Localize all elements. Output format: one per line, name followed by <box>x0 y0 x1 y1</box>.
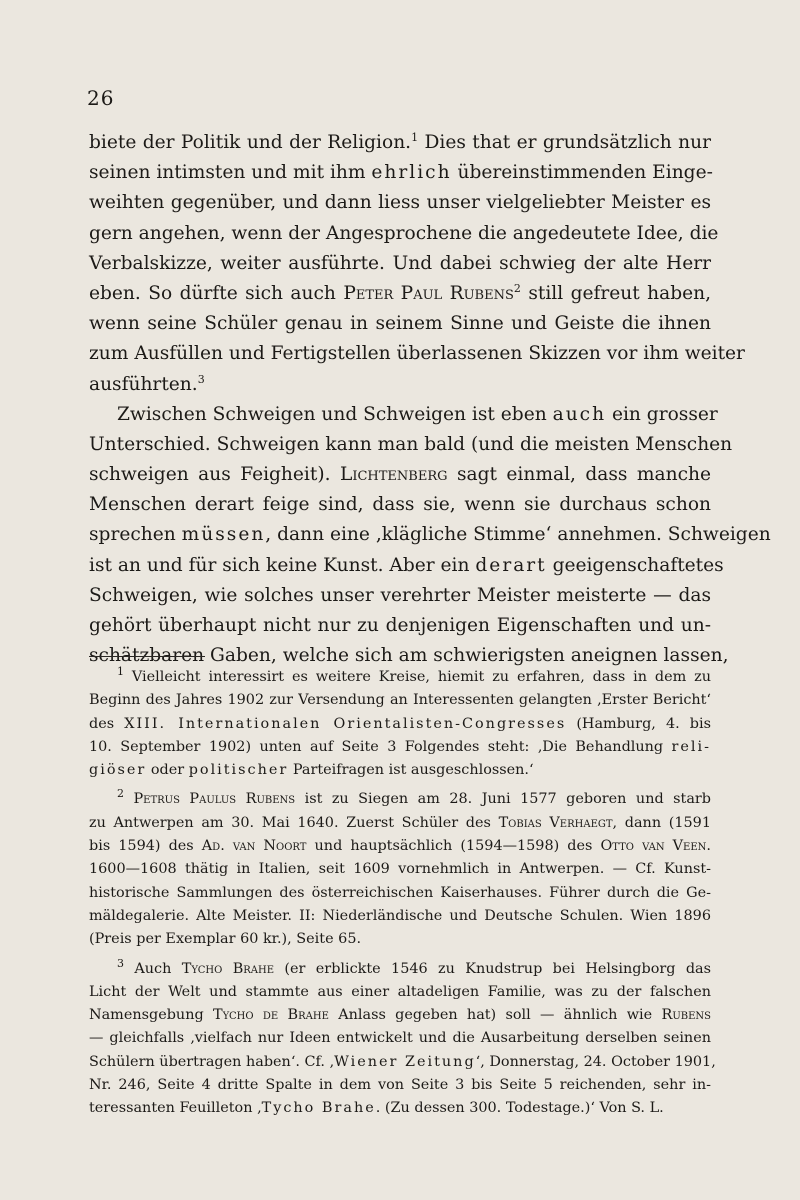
text-line: — gleichfalls ‚vielfach nur Ideen entwickelt und die Ausarbeitung derselben seinen <box>89 1030 711 1047</box>
text-line: Verbalskizze, weiter ausführte. Und dabei schwieg der alte Herr <box>89 252 711 274</box>
text-line: $^1$ Vielleicht interessirt es weitere Kreise, hiemit zu erfahren, dass in dem zu <box>117 665 711 685</box>
text-line: gehört überhaupt nicht nur zu denjenigen Eigenschaften und un- <box>89 615 711 636</box>
text-line: zum Ausfüllen und Fertigstellen überlassenen Skizzen vor ihm weiter <box>89 343 745 365</box>
text-line: teressanten Feuilleton ‚Tycho Brahe. (Zu dessen 300. Todestage.)‘ Von S. L. <box>89 1100 664 1117</box>
footnote-divider <box>89 656 205 657</box>
text-line: Schülern übertragen haben‘. Cf. ‚Wiener Zeitung‘, Donnerstag, 24. October 1901, <box>89 1053 716 1070</box>
text-line: Namensgebung Tycho de Brahe Anlass gegeben hat) soll — ähnlich wie Rubens <box>89 1007 712 1024</box>
text-line: eben. So dürfte sich auch Peter Paul Rubens$^2$ still gefreut haben, <box>89 281 711 304</box>
text-line: seinen intimsten und mit ihm ehrlich übereinstimmenden Einge- <box>89 162 713 184</box>
person-name: Rubens <box>661 1007 712 1024</box>
text-line: (Preis per Exemplar 60 kr.), Seite 65. <box>89 931 362 948</box>
text-line: $^2$ Petrus Paulus Rubens ist zu Siegen am 28. Juni 1577 geboren und starb <box>117 787 711 808</box>
text-line: Beginn des Jahres 1902 zur Versendung an Interessenten gelangten ‚Erster Bericht‘ <box>89 692 711 709</box>
page-number: 26 <box>87 86 115 110</box>
text-line: schätzbaren Gaben, welche sich am schwierigsten aneignen lassen, <box>89 645 729 667</box>
text-line: 1600—1608 thätig in Italien, seit 1609 vornehmlich in Antwerpen. — Cf. Kunst- <box>89 861 711 878</box>
person-name: Lichtenberg <box>339 464 448 486</box>
text-line: giöser oder politischer Parteifragen ist ausgeschlossen.‘ <box>89 762 534 779</box>
text-line: wenn seine Schüler genau in seinem Sinne und Geiste die ihnen <box>89 313 711 335</box>
text-line: zu Antwerpen am 30. Mai 1640. Zuerst Schüler des Tobias Verhaegt, dann (1591 <box>89 814 711 831</box>
text-line: sprechen müssen, dann eine ‚klägliche Stimme‘ annehmen. Schweigen <box>89 524 771 546</box>
text-line: Nr. 246, Seite 4 dritte Spalte in dem von Seite 3 bis Seite 5 reichenden, sehr in- <box>89 1077 711 1094</box>
text-line: Menschen derart feige sind, dass sie, wenn sie durchaus schon <box>89 494 711 516</box>
text-line: gern angehen, wenn der Angesprochene die angedeutete Idee, die <box>89 222 719 244</box>
footnote-ref: 2 <box>513 281 521 295</box>
text-line: biete der Politik und der Religion.$^1$ Dies that er grundsätzlich nur <box>89 130 711 153</box>
footnote-marker: 3 <box>117 956 124 970</box>
person-name: Otto van Veen <box>600 838 707 855</box>
text-line: $^3$ Auch Tycho Brahe (er erblickte 1546 zu Knudstrup bei Helsingborg das <box>117 956 712 977</box>
text-line: des XIII. Internationalen Orientalisten-Congresses (Hamburg, 4. bis <box>89 715 711 732</box>
person-name: Tycho de Brahe <box>213 1007 329 1024</box>
footnote-marker: 1 <box>117 665 124 679</box>
main-text <box>89 128 771 671</box>
footnote-3 <box>89 956 716 1121</box>
footnote-2 <box>89 788 711 951</box>
text-line: weihten gegenüber, und dann liess unser vielgeliebter Meister es <box>89 192 711 214</box>
footnote-1 <box>89 666 711 782</box>
footnote-ref: 1 <box>411 130 419 144</box>
text-line: Zwischen Schweigen und Schweigen ist eben auch ein grosser <box>117 403 718 425</box>
text-line: ausführten.$^3$ <box>89 372 205 395</box>
text-line: schweigen aus Feigheit). Lichtenberg sagt einmal, dass manche <box>89 464 711 486</box>
person-name: Tycho Brahe <box>181 960 275 977</box>
text-line: Schweigen, wie solches unser verehrter Meister meisterte — das <box>89 584 711 606</box>
text-line: Licht der Welt und stammte aus einer altadeligen Familie, was zu der falschen <box>89 983 711 1000</box>
text-line: 10. September 1902) unten auf Seite 3 Folgendes steht: ‚Die Behandlung reli- <box>89 738 711 755</box>
footnote-ref: 3 <box>197 372 205 386</box>
footnote-marker: 2 <box>117 787 124 801</box>
person-name: Ad. van Noort <box>201 838 307 855</box>
text-line: historische Sammlungen des österreichischen Kaiserhauses. Führer durch die Ge- <box>89 884 711 901</box>
text-line: ist an und für sich keine Kunst. Aber ein derart geeigenschaftetes <box>89 554 724 576</box>
person-name: Petrus Paulus Rubens <box>133 791 296 808</box>
text-line: Unterschied. Schweigen kann man bald (und die meisten Menschen <box>89 433 733 455</box>
footnotes <box>89 665 716 1127</box>
person-name: Tobias Verhaegt <box>498 814 613 831</box>
text-line: mäldegalerie. Alte Meister. II: Niederländische und Deutsche Schulen. Wien 1896 <box>89 907 711 924</box>
text-line: bis 1594) des Ad. van Noort und hauptsächlich (1594—1598) des Otto van Veen. <box>89 838 711 855</box>
person-name: Peter Paul Rubens <box>343 282 514 304</box>
